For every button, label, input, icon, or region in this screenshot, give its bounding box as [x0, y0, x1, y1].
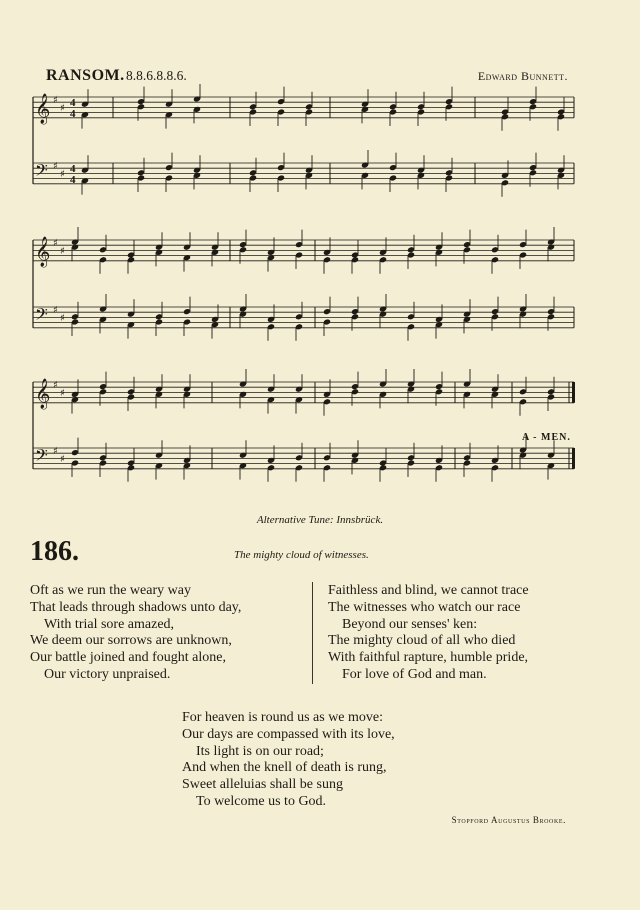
column-divider [312, 582, 313, 684]
verse-line: For heaven is round us as we move: [182, 710, 384, 725]
bass-clef-icon: 𝄢 [35, 304, 48, 328]
final-barline-thick [572, 382, 575, 403]
verse-line: Our battle joined and fought alone, [30, 650, 226, 666]
verse-line: That leads through shadows unto day, [30, 599, 242, 615]
verse-line: And when the knell of death is rung, [182, 760, 387, 776]
sharp-icon: ♯ [53, 161, 58, 172]
time-signature: 4 [70, 108, 76, 120]
verse-line: Oft as we run the weary way [30, 583, 191, 598]
verse-line: We deem our sorrows are unknown, [30, 633, 232, 649]
verse-line: Faithless and blind, we cannot trace [328, 583, 529, 598]
verse-line: To welcome us to God. [196, 793, 327, 809]
sharp-icon: ♯ [53, 380, 58, 391]
hymn-subtitle: The mighty cloud of witnesses. [234, 549, 369, 561]
treble-clef-icon: 𝄞 [35, 379, 51, 409]
amen-label: A - MEN. [522, 432, 571, 443]
sharp-icon: ♯ [60, 313, 65, 324]
bass-clef-icon: 𝄢 [35, 445, 48, 469]
composer-name: Edward Bunnett. [477, 69, 568, 83]
verse-line: Sweet alleluias shall be sung [182, 777, 343, 793]
time-signature: 4 [70, 163, 76, 175]
verse-line: The mighty cloud of all who died [328, 633, 516, 649]
sharp-icon: ♯ [60, 169, 65, 180]
sharp-icon: ♯ [53, 446, 58, 457]
hymn-author: Stopford Augustus Brooke. [451, 815, 566, 825]
sharp-icon: ♯ [60, 454, 65, 465]
verse-line: Beyond our senses' ken: [342, 616, 478, 632]
sharp-icon: ♯ [53, 238, 58, 249]
stanza-3 [182, 710, 395, 811]
verse-line: Our days are compassed with its love, [182, 726, 395, 742]
alternative-tune: Alternative Tune: Innsbrück. [256, 514, 384, 526]
hymn-number: 186. [30, 536, 79, 567]
verse-line: Our victory unpraised. [44, 666, 171, 682]
final-barline-thick [572, 448, 575, 469]
stanza-2 [328, 583, 529, 684]
verse-line: The witnesses who watch our race [328, 599, 521, 615]
time-signature: 4 [70, 97, 76, 109]
sharp-icon: ♯ [60, 103, 65, 114]
sharp-icon: ♯ [53, 95, 58, 106]
treble-clef-icon: 𝄞 [35, 237, 51, 267]
sharp-icon: ♯ [60, 388, 65, 399]
sharp-icon: ♯ [53, 305, 58, 316]
stanza-1 [30, 583, 241, 684]
verse-line: For love of God and man. [342, 666, 487, 682]
tune-name: RANSOM. [46, 67, 125, 84]
verse-line: Its light is on our road; [196, 743, 324, 759]
tune-meter: 8.8.6.8.8.6. [126, 68, 187, 83]
bass-clef-icon: 𝄢 [35, 160, 48, 184]
sharp-icon: ♯ [60, 246, 65, 257]
treble-clef-icon: 𝄞 [35, 94, 51, 124]
time-signature: 4 [70, 174, 76, 186]
verse-line: With faithful rapture, humble pride, [328, 650, 529, 666]
verse-line: With trial sore amazed, [44, 616, 175, 632]
